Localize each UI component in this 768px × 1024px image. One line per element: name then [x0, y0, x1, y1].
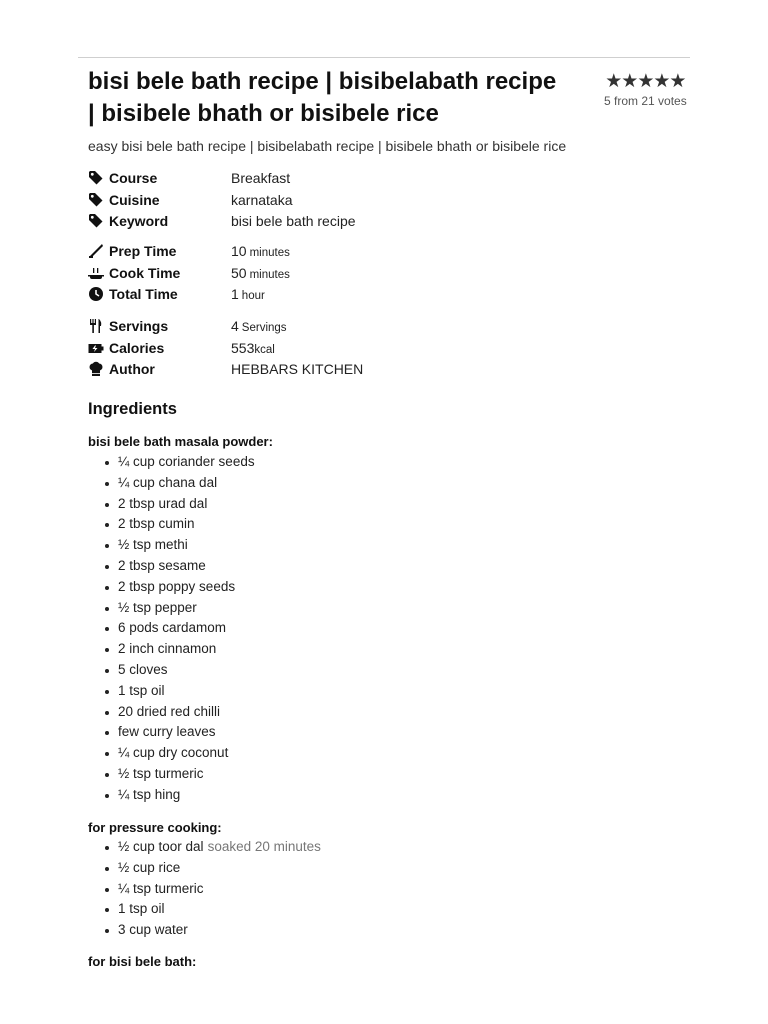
ingredient-item: 5 cloves [88, 660, 255, 681]
meta-label: Keyword [109, 213, 169, 229]
recipe-card [78, 57, 690, 969]
clock-icon [88, 286, 104, 302]
ingredient-item: ½ tsp methi [88, 535, 255, 556]
ingredient-group-title: bisi bele bath masala powder: [88, 434, 273, 449]
ingredients-heading: Ingredients [88, 400, 177, 418]
ingredient-item: few curry leaves [88, 722, 255, 743]
meta-value: 1 hour [231, 286, 265, 302]
ingredient-item: ½ cup rice [88, 858, 321, 879]
meta-label: Cuisine [109, 191, 160, 208]
ingredient-item: 2 tbsp urad dal [88, 494, 255, 515]
ingredient-item: ¼ cup coriander seeds [88, 452, 255, 473]
tag-icon [88, 170, 104, 186]
meta-label: Prep Time [109, 243, 177, 259]
recipe-summary: easy bisi bele bath recipe | bisibelabath recipe | bisibele bhath or bisibele rice [88, 138, 567, 154]
ingredient-item: 1 tsp oil [88, 681, 255, 702]
meta-value: HEBBARS KITCHEN [231, 361, 364, 377]
ingredient-item: 6 pods cardamom [88, 618, 255, 639]
ingredient-item: 2 tbsp sesame [88, 556, 255, 577]
ingredient-group-title: for bisi bele bath: [88, 954, 197, 969]
meta-label: Cook Time [109, 264, 181, 281]
ingredient-item: ½ cup toor dal soaked 20 minutes [88, 837, 321, 858]
ingredient-item: 3 cup water [88, 920, 321, 941]
ingredient-item: ¼ tsp hing [88, 785, 255, 806]
meta-value: 10 minutes [231, 243, 290, 259]
meta-value: 553kcal [231, 339, 275, 356]
rating [604, 72, 687, 108]
meta-cuisine [88, 190, 588, 212]
meta-value: 4 Servings [231, 318, 287, 334]
ingredient-item: ¼ tsp turmeric [88, 879, 321, 900]
meta-value: bisi bele bath recipe [231, 213, 356, 229]
rating-votes: 5 from 21 votes [604, 94, 687, 108]
meta-label: Servings [109, 318, 169, 334]
meta-group-info [88, 316, 588, 381]
recipe-title: bisi bele bath recipe | bisibelabath recipe | bisibele bhath or bisibele rice [88, 68, 557, 127]
meta-value: 50 minutes [231, 264, 290, 281]
ingredient-item: ¼ cup dry coconut [88, 743, 255, 764]
tag-icon [88, 213, 104, 229]
meta-course [88, 168, 588, 190]
meta-label: Course [109, 170, 158, 186]
rating-stars[interactable]: ★★★★★ [605, 71, 686, 92]
meta-value: karnataka [231, 191, 293, 208]
meta-servings [88, 316, 588, 338]
ingredient-item: ¼ cup chana dal [88, 473, 255, 494]
ingredient-list-pressure-cooking [88, 837, 321, 941]
meta-cook-time [88, 263, 588, 285]
ingredient-item: ½ tsp pepper [88, 598, 255, 619]
meta-prep-time [88, 241, 588, 263]
ingredient-note: soaked 20 minutes [207, 839, 321, 854]
meta-label: Total Time [109, 286, 178, 302]
knife-icon [88, 243, 104, 259]
meta-keyword [88, 211, 588, 233]
ingredient-item: 20 dried red chilli [88, 702, 255, 723]
ingredient-item: ½ tsp turmeric [88, 764, 255, 785]
meta-label: Author [109, 361, 155, 377]
meta-author [88, 359, 588, 381]
ingredient-list-masala [88, 452, 255, 806]
pot-icon [88, 265, 104, 281]
meta-value: Breakfast [231, 170, 291, 186]
cutlery-icon [88, 318, 104, 334]
ingredient-item: 1 tsp oil [88, 899, 321, 920]
ingredient-group-title: for pressure cooking: [88, 820, 222, 835]
battery-icon [88, 340, 104, 356]
meta-group-classification [88, 168, 588, 233]
ingredient-item: 2 tbsp poppy seeds [88, 577, 255, 598]
chef-hat-icon [88, 361, 104, 377]
meta-total-time [88, 284, 588, 306]
meta-label: Calories [109, 339, 165, 356]
meta-group-times [88, 241, 588, 306]
ingredient-item: 2 tbsp cumin [88, 514, 255, 535]
ingredient-item: 2 inch cinnamon [88, 639, 255, 660]
meta-calories [88, 338, 588, 360]
tag-icon [88, 192, 104, 208]
